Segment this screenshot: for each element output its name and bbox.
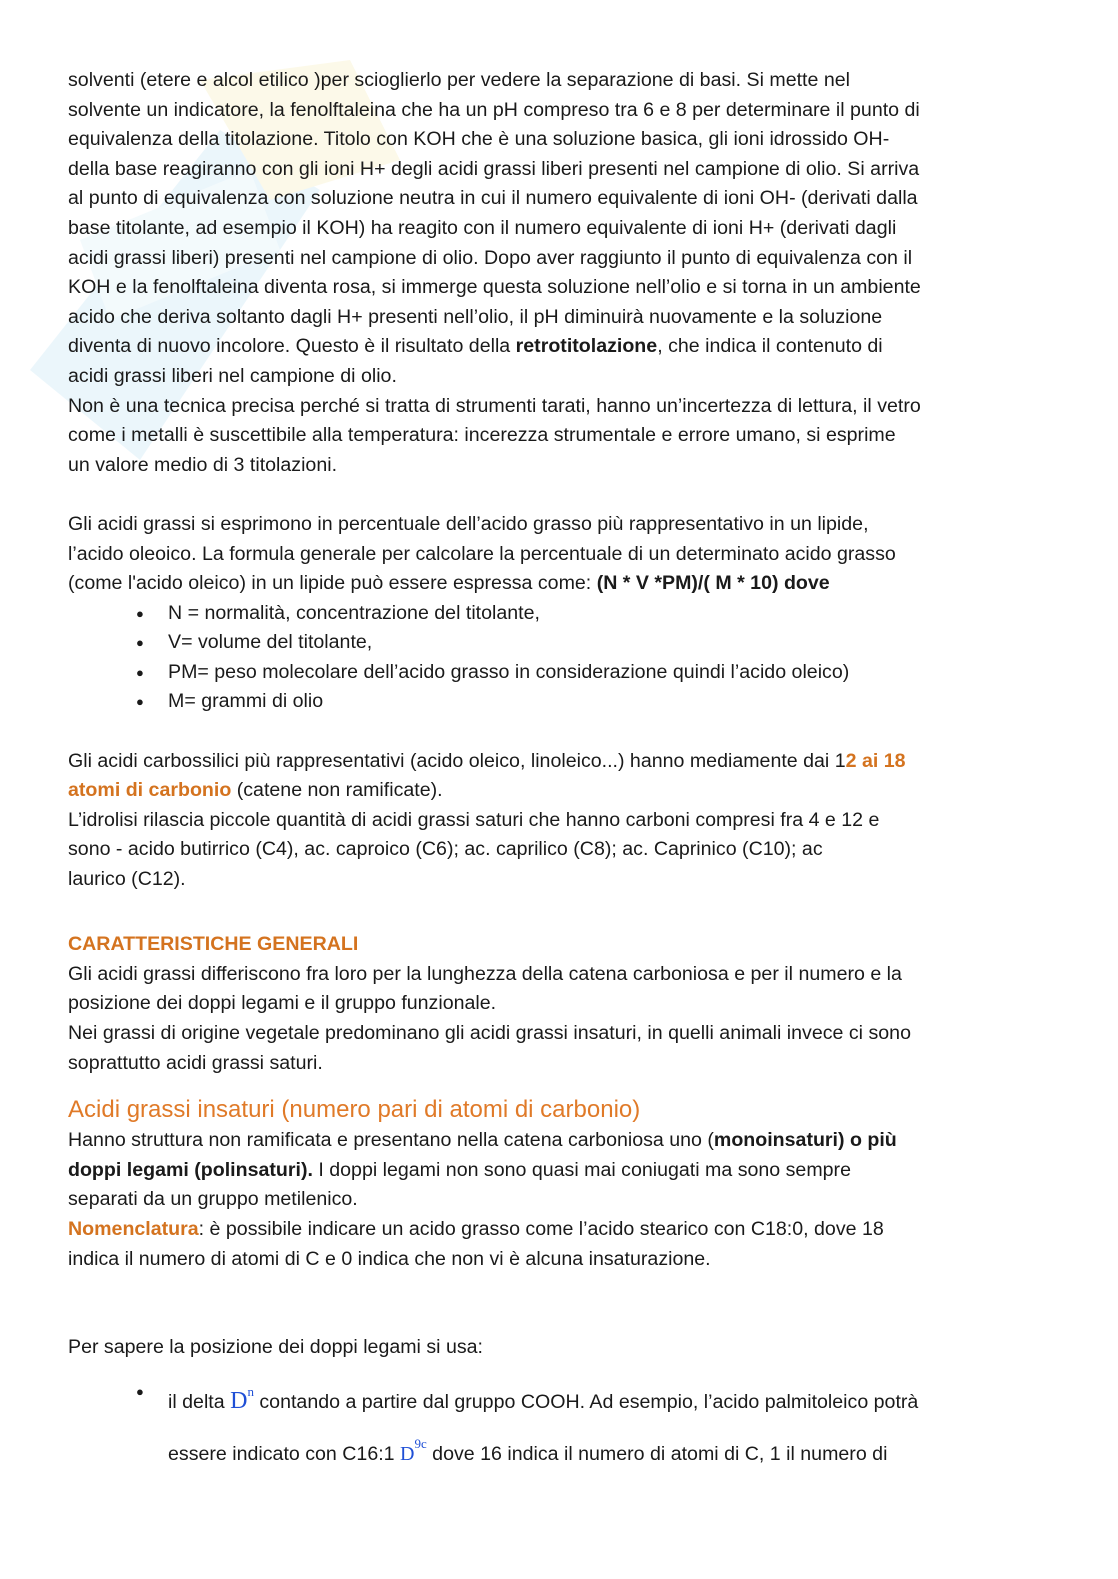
text-line — [68, 1126, 1048, 1156]
formula: (N * V *PM)/( M * 10) dove — [596, 572, 830, 595]
text-line: l’acido oleoico. La formula generale per calcolare la percentuale di un determinato acido grasso — [68, 542, 896, 565]
text-line: soprattutto acidi grassi saturi. — [68, 1051, 323, 1074]
section-double-bonds — [68, 1333, 1048, 1475]
text-line — [68, 747, 1048, 777]
text-line: acidi grassi liberi nel campione di olio. — [68, 364, 397, 387]
text-line — [68, 776, 1048, 806]
text-line — [68, 1215, 1048, 1245]
text: , che indica il contenuto di — [657, 335, 883, 358]
text-line: Nei grassi di origine vegetale predominano gli acidi grassi insaturi, in quelli animali invece ci sono — [68, 1022, 911, 1044]
text: contando a partire dal gruppo COOH. Ad esempio, l’acido palmitoleico potrà — [253, 1390, 919, 1413]
text-line: KOH e la fenolftaleina diventa rosa, si immerge questa soluzione nell’olio e si torna in un ambiente — [68, 276, 921, 299]
paragraph-carboxylic — [68, 747, 1048, 895]
list-item: ● PM= peso molecolare dell’acido grasso in considerazione quindi l’acido oleico) — [136, 658, 1048, 688]
text-line: equivalenza della titolazione. Titolo con KOH che è una soluzione basica, gli ioni idrossido OH- — [68, 128, 890, 151]
highlight: 2 ai 18 — [845, 749, 906, 772]
delta-superscript: n — [247, 1383, 254, 1399]
text-line: separati da un gruppo metilenico. — [68, 1188, 358, 1211]
text-line — [68, 1156, 1048, 1186]
text-line: Non è una tecnica precisa perché si tratta di strumenti tarati, hanno un’incertezza di lettura, il vetro — [68, 394, 921, 417]
highlight: atomi di carbonio — [68, 779, 232, 802]
text: Hanno struttura non ramificata e presentano nella catena carboniosa uno ( — [68, 1129, 714, 1152]
delta-superscript: 9c — [414, 1435, 427, 1451]
delta-symbol: D — [400, 1442, 415, 1465]
text-line: della base reagiranno con gli ioni H+ degli acidi grassi liberi presenti nel campione di olio. Si arriva — [68, 157, 920, 180]
text-line — [68, 332, 1048, 362]
text-line: solventi (etere e alcol etilico )per scioglierlo per vedere la separazione di basi. Si mette nel — [68, 69, 850, 91]
text-line: come i metalli è suscettibile alla temperatura: incerezza strumentale e errore umano, si esprime — [68, 424, 896, 447]
text-line — [68, 569, 1048, 599]
text: (catene non ramificate). — [231, 779, 443, 802]
bold-term: retrotitolazione — [515, 335, 658, 358]
document-page — [68, 66, 1048, 1475]
section-general — [68, 930, 1048, 1078]
notation-list — [68, 1371, 1048, 1475]
list-item: ● N = normalità, concentrazione del titolante, — [136, 599, 1048, 629]
text: I doppi legami non sono quasi mai coniugati ma sono sempre — [312, 1158, 851, 1181]
bold-term: monoinsaturi) o più — [713, 1129, 897, 1152]
list-item-continuation — [136, 1423, 1048, 1475]
paragraph-titration — [68, 66, 1048, 480]
text-line: Gli acidi grassi si esprimono in percentuale dell’acido grasso più rappresentativo in un lipide, — [68, 512, 869, 535]
text: essere indicato con C16:1 — [168, 1442, 400, 1465]
text-line: posizione dei doppi legami e il gruppo funzionale. — [68, 992, 497, 1015]
text: Gli acidi carbossilici più rappresentativi (acido oleico, linoleico...) hanno mediamente dai 1 — [68, 749, 846, 772]
text-line: Per sapere la posizione dei doppi legami si usa: — [68, 1336, 483, 1359]
text: (come l'acido oleico) in un lipide può essere espressa come: — [68, 572, 597, 595]
text-line: acido che deriva soltanto dagli H+ presenti nell’olio, il pH diminuirà nuovamente e la soluzione — [68, 305, 883, 328]
text-line: Gli acidi grassi differiscono fra loro per la lunghezza della catena carboniosa e per il numero e la — [68, 962, 902, 985]
text-line: al punto di equivalenza con soluzione neutra in cui il numero equivalente di ioni OH- (derivati dalla — [68, 187, 918, 210]
text-line: acidi grassi liberi) presenti nel campione di olio. Dopo aver raggiunto il punto di equivalenza con il — [68, 246, 913, 269]
text: dove 16 indica il numero di atomi di C, 1 il numero di — [426, 1442, 888, 1465]
text-line: un valore medio di 3 titolazioni. — [68, 453, 338, 476]
section-heading: Acidi grassi insaturi (numero pari di atomi di carbonio) — [68, 1096, 641, 1124]
formula-variables-list — [68, 599, 1048, 717]
list-item — [136, 1371, 1048, 1423]
text-line: indica il numero di atomi di C e 0 indica che non vi è alcuna insaturazione. — [68, 1247, 711, 1270]
text-line: sono - acido butirrico (C4), ac. caproico (C6); ac. caprilico (C8); ac. Caprinico (C10); ac — [68, 838, 823, 861]
highlight: Nomenclatura — [68, 1217, 199, 1240]
text-line: base titolante, ad esempio il KOH) ha reagito con il numero equivalente di ioni H+ (derivati dagli — [68, 216, 897, 239]
text: : è possibile indicare un acido grasso come l’acido stearico con C18:0, dove 18 — [198, 1217, 884, 1240]
text-line: L’idrolisi rilascia piccole quantità di acidi grassi saturi che hanno carboni compresi fra 4 e 12 e — [68, 808, 880, 831]
text-line: laurico (C12). — [68, 868, 186, 891]
bold-term: doppi legami (polinsaturi). — [68, 1158, 313, 1181]
list-item: ● M= grammi di olio — [136, 687, 1048, 717]
text: il delta — [168, 1390, 231, 1413]
section-heading: CARATTERISTICHE GENERALI — [68, 933, 359, 956]
text: diventa di nuovo incolore. Questo è il risultato della — [68, 335, 516, 358]
text-line: solvente un indicatore, la fenolftaleina che ha un pH compreso tra 6 e 8 per determinare il punto di — [68, 98, 920, 121]
section-unsaturated — [68, 1094, 1048, 1274]
list-item: ● V= volume del titolante, — [136, 628, 1048, 658]
paragraph-formula — [68, 510, 1048, 717]
delta-symbol: D — [230, 1387, 248, 1414]
